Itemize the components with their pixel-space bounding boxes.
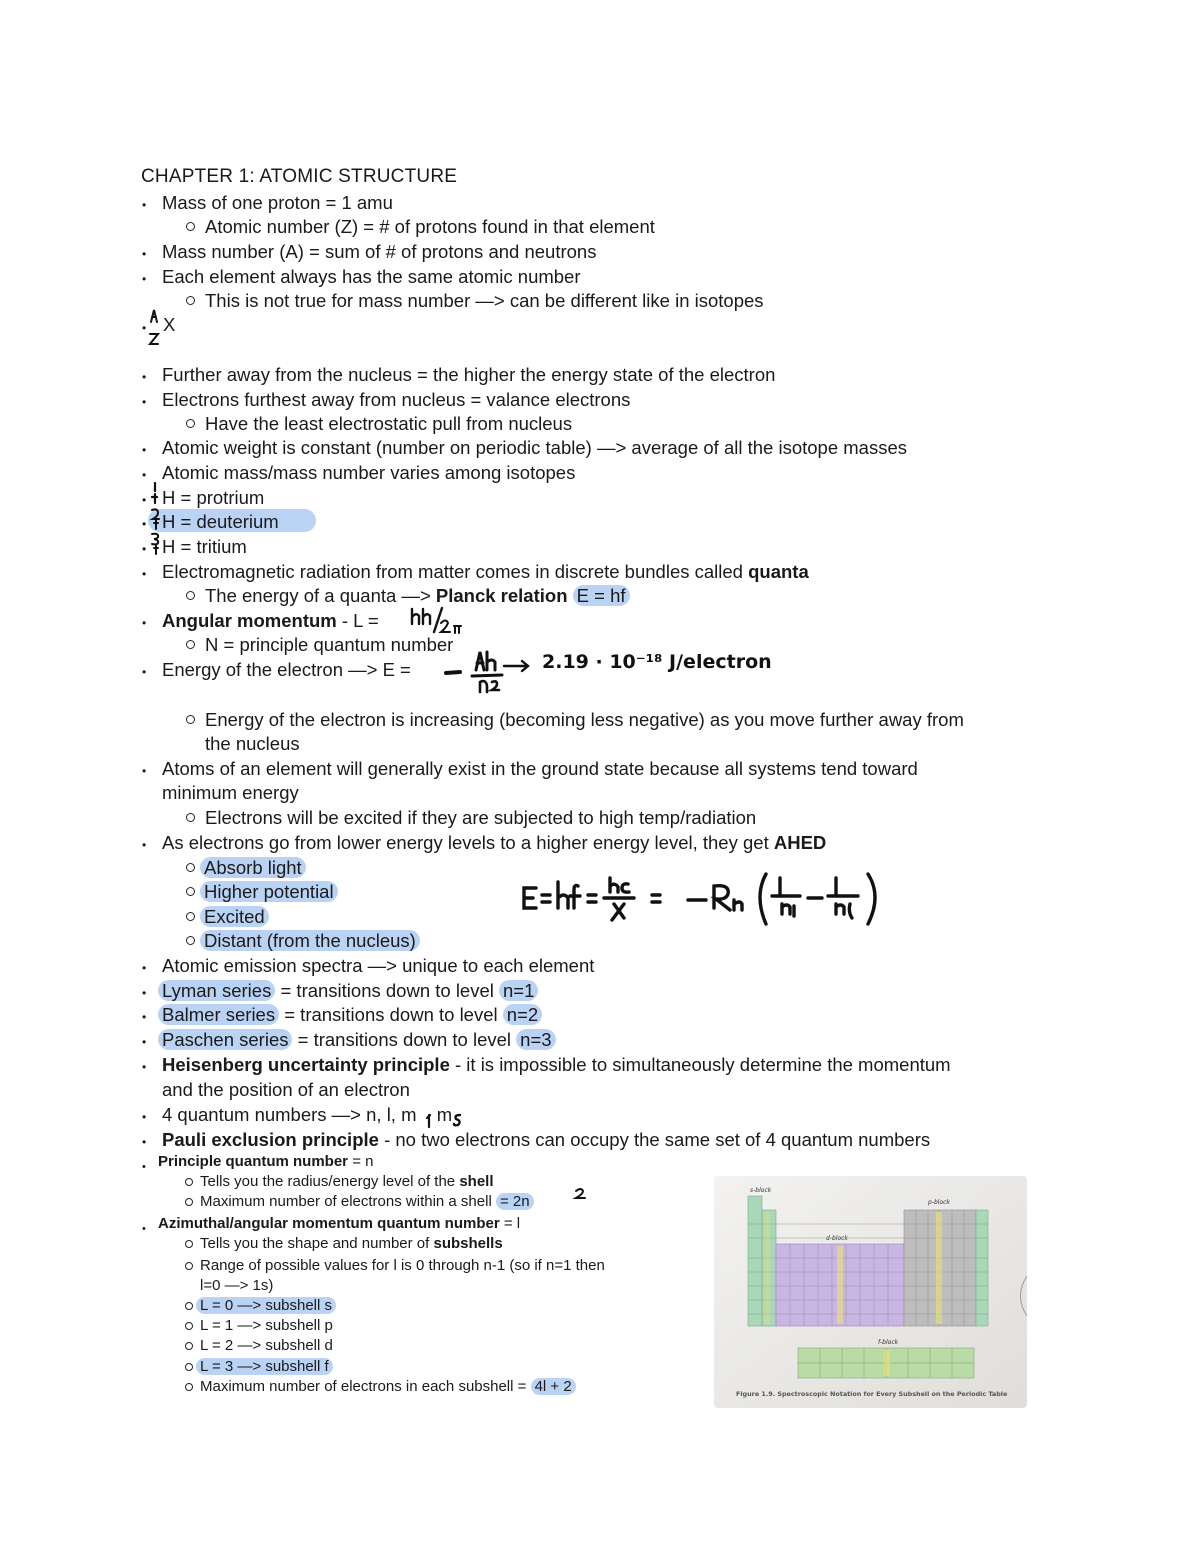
sub-bullet-icon <box>186 936 195 945</box>
highlighted-text: = 2n <box>496 1193 534 1210</box>
f-block-label: f-block <box>878 1339 899 1346</box>
bullet-icon: • <box>142 1010 147 1024</box>
sub-bullet-icon <box>185 1363 193 1371</box>
bold-term: AHED <box>773 832 827 853</box>
highlighted-text: n=2 <box>503 1004 542 1025</box>
bold-term: Azimuthal/angular momentum quantum number <box>158 1215 500 1232</box>
note-line: Atomic number (Z) = # of protons found in that element <box>205 216 655 237</box>
sub-bullet-icon <box>186 912 195 921</box>
text-span: = transitions down to level <box>275 980 500 1001</box>
note-line: Energy of the electron is increasing (becoming less negative) as you move further away from <box>205 709 964 730</box>
sub-bullet-icon <box>186 222 195 231</box>
highlighted-text: Absorb light <box>200 857 306 878</box>
note-line: L = 2 —> subshell d <box>200 1337 333 1354</box>
note-line: Range of possible values for l is 0 through n-1 (so if n=1 then <box>200 1257 605 1274</box>
noble-gas-column <box>976 1210 988 1326</box>
sub-bullet-icon <box>186 640 195 649</box>
highlighted-text: 4l + 2 <box>531 1378 576 1395</box>
sub-bullet-icon <box>185 1240 193 1248</box>
note-line-continued: and the position of an electron <box>162 1079 410 1100</box>
text-span: , m <box>426 1104 453 1125</box>
sub-bullet-icon <box>186 591 195 600</box>
note-line-continued: minimum energy <box>162 782 299 803</box>
handwritten-rydberg-equation-icon <box>518 866 918 936</box>
note-line-continued: l=0 —> 1s) <box>200 1277 274 1294</box>
handwritten-superscript-icon <box>149 531 163 557</box>
sub-bullet-icon <box>185 1383 193 1391</box>
text-span: = n <box>348 1153 374 1170</box>
note-line: Further away from the nucleus = the higher the energy state of the electron <box>162 364 776 385</box>
s-block-col1 <box>748 1196 762 1326</box>
sub-bullet-icon <box>185 1262 193 1270</box>
chapter-title: CHAPTER 1: ATOMIC STRUCTURE <box>141 166 458 187</box>
note-line <box>162 609 379 633</box>
bullet-icon: • <box>142 198 147 212</box>
highlighted-text: L = 0 —> subshell s <box>196 1297 336 1314</box>
note-line: H = tritium <box>162 536 247 557</box>
note-line <box>200 1172 494 1192</box>
text-span: Electromagnetic radiation from matter comes in discrete bundles called <box>162 561 749 582</box>
sub-bullet-icon <box>185 1198 193 1206</box>
handwritten-h-over-2pi-icon <box>408 606 468 636</box>
bold-term: Pauli exclusion principle <box>162 1129 379 1150</box>
note-line-continued: the nucleus <box>205 733 300 754</box>
text-span: As electrons go from lower energy levels to a higher energy level, they get <box>162 832 774 853</box>
bullet-icon: • <box>142 838 147 852</box>
text-span: = l <box>499 1215 521 1232</box>
bullet-icon: • <box>142 395 147 409</box>
sub-bullet-icon <box>186 419 195 428</box>
periodic-table-figure <box>714 1176 1027 1408</box>
text-span: = transitions down to level <box>279 1004 503 1025</box>
sub-bullet-icon <box>186 887 195 896</box>
text-span: Maximum number of electrons in each subshell = <box>200 1378 531 1395</box>
sub-bullet-icon <box>185 1178 193 1186</box>
note-line: Atoms of an element will generally exist in the ground state because all systems tend toward <box>162 758 918 779</box>
note-line: Atomic weight is constant (number on periodic table) —> average of all the isotope masses <box>162 437 908 458</box>
bullet-icon: • <box>142 1110 147 1124</box>
highlighted-text: Lyman series <box>158 980 275 1001</box>
text-span: - L = <box>336 610 379 631</box>
handwritten-superscript-icon <box>148 481 162 507</box>
bold-term: shell <box>459 1173 494 1190</box>
highlighted-text: n=1 <box>499 980 538 1001</box>
note-line: H = deuterium <box>162 511 279 532</box>
note-line <box>162 1128 930 1152</box>
bullet-icon: • <box>142 1060 147 1074</box>
bullet-icon: • <box>142 272 147 286</box>
bullet-icon: • <box>142 443 147 457</box>
note-line: Mass of one proton = 1 amu <box>162 192 393 213</box>
note-line: Mass number (A) = sum of # of protons and neutrons <box>162 241 597 262</box>
text-span: = transitions down to level <box>292 1029 517 1050</box>
note-line <box>158 1028 556 1052</box>
bullet-icon: • <box>142 1135 147 1149</box>
handwritten-constant: 2.19 · 10⁻¹⁸ J/electron <box>542 651 772 673</box>
bullet-icon: • <box>142 468 147 482</box>
bullet-icon: • <box>142 665 147 679</box>
bold-term: Principle quantum number <box>158 1153 349 1170</box>
highlighted-column <box>884 1350 890 1376</box>
highlighted-text: L = 3 —> subshell f <box>196 1358 333 1375</box>
note-line <box>158 1152 373 1172</box>
note-line: Have the least electrostatic pull from nucleus <box>205 413 573 434</box>
note-line: H = protrium <box>162 487 265 508</box>
highlighted-text: Balmer series <box>158 1004 279 1025</box>
text-span: Tells you the shape and number of <box>200 1235 434 1252</box>
bullet-icon: • <box>142 1161 146 1173</box>
note-line <box>162 1103 452 1127</box>
note-line: Electrons furthest away from nucleus = valance electrons <box>162 389 631 410</box>
highlighted-text: Paschen series <box>158 1029 292 1050</box>
note-line <box>200 905 269 929</box>
note-line: Atomic emission spectra —> unique to each element <box>162 955 595 976</box>
highlighted-text: n=3 <box>516 1029 555 1050</box>
bullet-icon: • <box>142 1223 146 1235</box>
sub-bullet-icon <box>185 1302 193 1310</box>
note-line <box>158 1214 520 1234</box>
note-line: Electrons will be excited if they are subjected to high temp/radiation <box>205 807 757 828</box>
sub-bullet-icon <box>186 813 195 822</box>
note-line <box>200 1377 576 1397</box>
p-block-label: p-block <box>928 1199 950 1206</box>
text-span: - it is impossible to simultaneously determine the momentum <box>449 1054 951 1075</box>
bullet-icon: • <box>142 616 147 630</box>
note-line <box>200 1234 503 1254</box>
sub-bullet-icon <box>185 1322 193 1330</box>
bullet-icon: • <box>142 567 147 581</box>
bullet-icon: • <box>142 370 147 384</box>
sub-bullet-icon <box>186 715 195 724</box>
bold-term: quanta <box>748 561 809 582</box>
note-line <box>196 1357 333 1377</box>
highlighted-text: E = hf <box>573 585 630 606</box>
bullet-icon: • <box>142 493 147 507</box>
handwritten-superscript-icon <box>149 506 163 532</box>
note-line <box>196 1296 336 1316</box>
note-line: L = 1 —> subshell p <box>200 1317 333 1334</box>
text-span: The energy of a quanta —> <box>205 585 436 606</box>
bold-term: Angular momentum <box>162 610 337 631</box>
figure-caption: Figure 1.9. Spectroscopic Notation for Every Subshell on the Periodic Table <box>736 1390 1008 1398</box>
note-line: Each element always has the same atomic number <box>162 266 581 287</box>
bullet-icon: • <box>142 986 147 1000</box>
periodic-table-photo <box>714 1176 1027 1408</box>
bullet-icon: • <box>142 1035 147 1049</box>
bold-term: subshells <box>433 1235 503 1252</box>
text-span: Tells you the radius/energy level of the <box>200 1173 460 1190</box>
text-span: 4 quantum numbers —> n, l, m <box>162 1104 417 1125</box>
bullet-icon: • <box>142 517 147 531</box>
note-line <box>158 979 538 1003</box>
bold-term: Heisenberg uncertainty principle <box>162 1054 450 1075</box>
note-line <box>162 1053 951 1077</box>
note-line <box>200 1192 534 1212</box>
highlighted-column <box>764 1212 770 1324</box>
text-span: Maximum number of electrons within a shell <box>200 1193 496 1210</box>
handwritten-superscript-2-icon <box>573 1187 589 1201</box>
handwritten-energy-formula-icon <box>440 642 772 697</box>
note-line <box>200 880 338 904</box>
highlighted-text: Excited <box>200 906 269 927</box>
bullet-icon: • <box>142 961 147 975</box>
bullet-icon: • <box>142 764 147 778</box>
note-line <box>158 1003 542 1027</box>
s-block-label: s-block <box>750 1187 772 1194</box>
sub-bullet-icon <box>186 863 195 872</box>
highlighted-text: Higher potential <box>200 881 338 902</box>
bold-term: Planck relation <box>435 585 568 606</box>
text-span: - no two electrons can occupy the same set of 4 quantum numbers <box>378 1129 931 1150</box>
bullet-icon: • <box>142 321 147 335</box>
element-symbol: X <box>163 314 176 335</box>
highlighted-text: Distant (from the nucleus) <box>200 930 420 951</box>
note-line: N = principle quantum number <box>205 634 454 655</box>
note-line <box>200 929 420 953</box>
note-line: Atomic mass/mass number varies among isotopes <box>162 462 576 483</box>
d-block-label: d-block <box>826 1235 848 1242</box>
note-line <box>205 584 630 608</box>
note-line: This is not true for mass number —> can be different like in isotopes <box>205 290 764 311</box>
highlighted-column <box>837 1246 843 1324</box>
note-line <box>200 856 306 880</box>
note-line <box>162 560 809 584</box>
bullet-icon: • <box>142 542 147 556</box>
sub-bullet-icon <box>186 296 195 305</box>
bullet-icon: • <box>142 247 147 261</box>
note-line <box>162 831 826 855</box>
note-line: Energy of the electron —> E = <box>162 659 411 680</box>
highlighted-column <box>936 1212 942 1324</box>
sub-bullet-icon <box>185 1342 193 1350</box>
